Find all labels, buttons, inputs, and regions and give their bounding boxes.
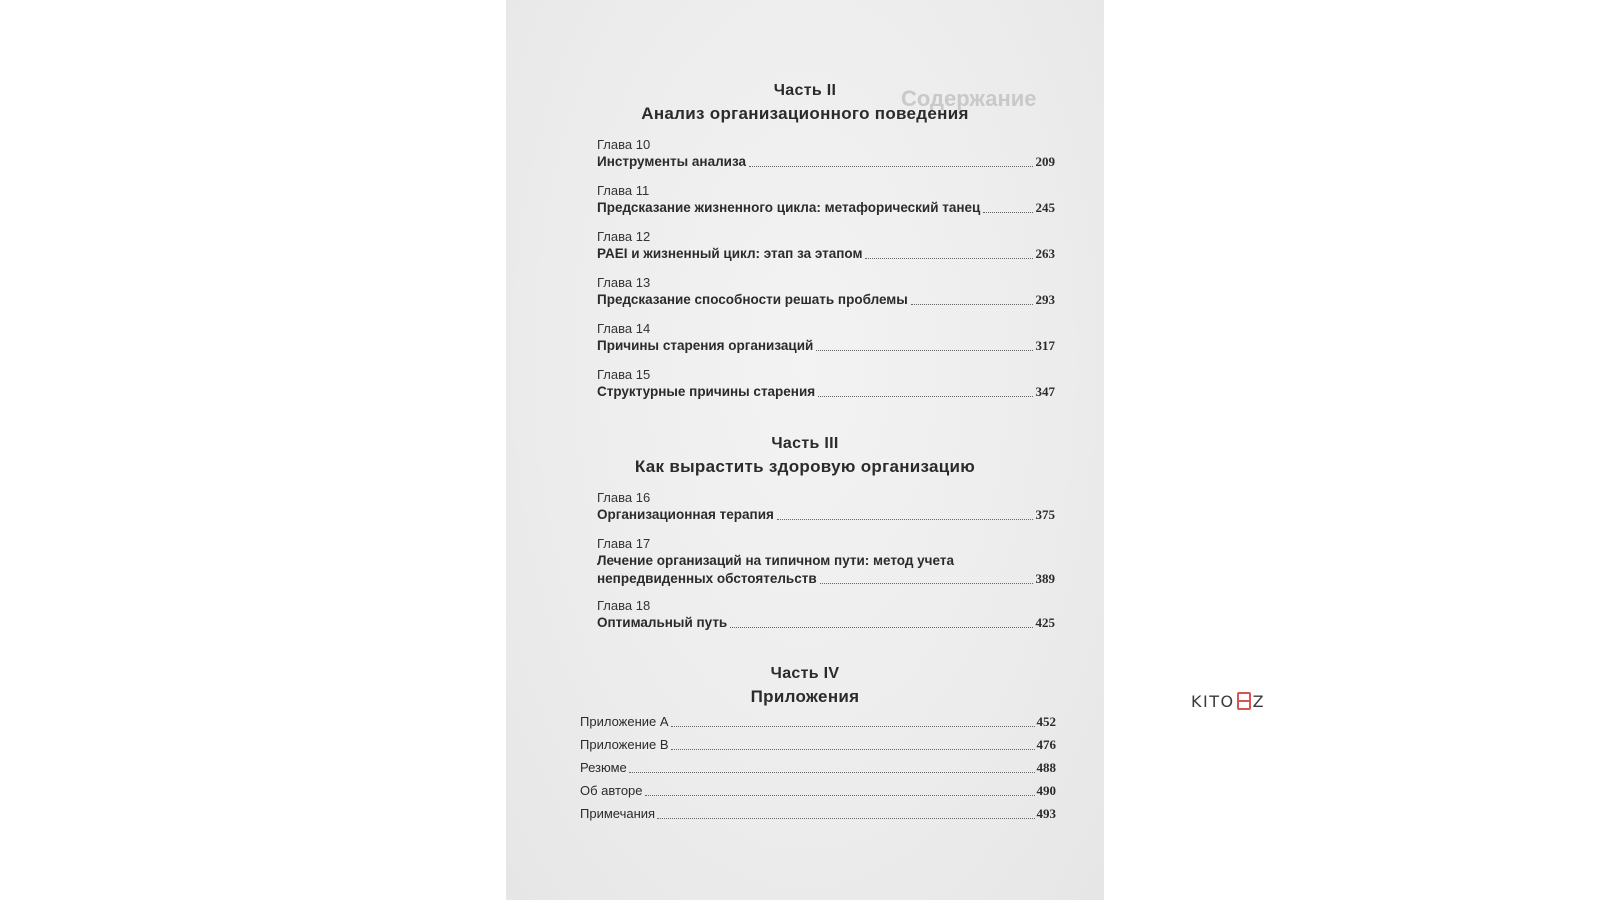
summary-entry[interactable]	[580, 759, 1056, 777]
book-icon	[1237, 692, 1251, 710]
chapter-number: Глава 12	[597, 229, 651, 244]
page-number: 375	[1035, 507, 1055, 522]
chapter-10[interactable]	[597, 137, 1055, 171]
part-2-title: Анализ организационного поведения	[641, 104, 969, 123]
page-number: 245	[1035, 200, 1055, 215]
part-2-label: Часть II	[773, 82, 837, 99]
dot-leader	[777, 519, 1033, 520]
chapter-14[interactable]	[597, 321, 1055, 355]
chapter-number: Глава 16	[597, 490, 651, 505]
about-author-entry[interactable]	[580, 782, 1056, 800]
dot-leader	[816, 350, 1032, 351]
chapter-13[interactable]	[597, 275, 1055, 309]
chapter-title: Оптимальный путь	[597, 615, 728, 630]
appendix-a-entry[interactable]	[580, 713, 1056, 731]
dot-leader	[671, 726, 1035, 727]
part-4-label: Часть IV	[770, 665, 840, 682]
part-3-title: Как вырастить здоровую организацию	[634, 457, 976, 476]
chapter-number: Глава 10	[597, 137, 651, 152]
chapter-title: Причины старения организаций	[597, 338, 814, 353]
chapter-number: Глава 15	[597, 367, 651, 382]
dot-leader	[629, 772, 1035, 773]
notes-entry[interactable]	[580, 805, 1056, 823]
chapter-title: PAEI и жизненный цикл: этап за этапом	[597, 246, 863, 261]
chapter-12[interactable]	[597, 229, 1055, 263]
page-number: 476	[1036, 737, 1056, 752]
page-number: 452	[1036, 714, 1056, 729]
chapter-16[interactable]	[597, 490, 1055, 524]
site-logo[interactable]	[1191, 692, 1265, 711]
entry-title: Примечания	[580, 806, 656, 821]
dot-leader	[749, 166, 1032, 167]
page-number: 389	[1035, 571, 1055, 586]
dot-leader	[911, 304, 1033, 305]
page-number: 347	[1035, 384, 1055, 399]
entry-title: Об авторе	[580, 783, 643, 798]
chapter-11[interactable]	[597, 183, 1055, 217]
dot-leader	[983, 212, 1032, 213]
page-number: 488	[1036, 760, 1056, 775]
chapter-title: Предсказание способности решать проблемы	[597, 292, 908, 307]
dot-leader	[865, 258, 1032, 259]
page-number: 493	[1036, 806, 1056, 821]
page-number: 317	[1035, 338, 1055, 353]
dot-leader	[645, 795, 1035, 796]
chapter-title: Структурные причины старения	[597, 384, 816, 399]
page-number: 263	[1035, 246, 1055, 261]
chapter-title-line-2: непредвиденных обстоятельств	[597, 571, 817, 586]
page-number: 293	[1035, 292, 1055, 307]
chapter-number: Глава 11	[597, 183, 650, 198]
chapter-number: Глава 18	[597, 598, 651, 613]
page-number: 425	[1035, 615, 1055, 630]
part-4-title: Приложения	[750, 687, 860, 706]
dot-leader	[820, 583, 1033, 584]
dot-leader	[671, 749, 1035, 750]
chapter-title: Инструменты анализа	[597, 154, 747, 169]
chapter-number: Глава 13	[597, 275, 651, 290]
dot-leader	[730, 627, 1032, 628]
dot-leader	[657, 818, 1034, 819]
part-3-label: Часть III	[771, 435, 839, 452]
chapter-title: Предсказание жизненного цикла: метафорический танец	[597, 200, 981, 215]
entry-title: Резюме	[580, 760, 627, 775]
entry-title: Приложение B	[580, 737, 669, 752]
appendix-b-entry[interactable]	[580, 736, 1056, 754]
chapter-title-line-1: Лечение организаций на типичном пути: метод учета	[597, 553, 954, 568]
chapter-18[interactable]	[597, 598, 1055, 632]
dot-leader	[818, 396, 1032, 397]
logo-text-right: Z	[1252, 692, 1266, 711]
logo-text-left: KITO	[1191, 692, 1235, 711]
chapter-title: Организационная терапия	[597, 507, 774, 522]
chapter-15[interactable]	[597, 367, 1055, 401]
page-number: 490	[1036, 783, 1056, 798]
chapter-17[interactable]	[597, 536, 1055, 588]
book-page	[506, 0, 1104, 900]
page-number: 209	[1035, 154, 1055, 169]
entry-title: Приложение А	[580, 714, 669, 729]
bleed-through-heading: Содержание	[901, 86, 1037, 111]
chapter-number: Глава 14	[597, 321, 651, 336]
chapter-number: Глава 17	[597, 536, 651, 551]
